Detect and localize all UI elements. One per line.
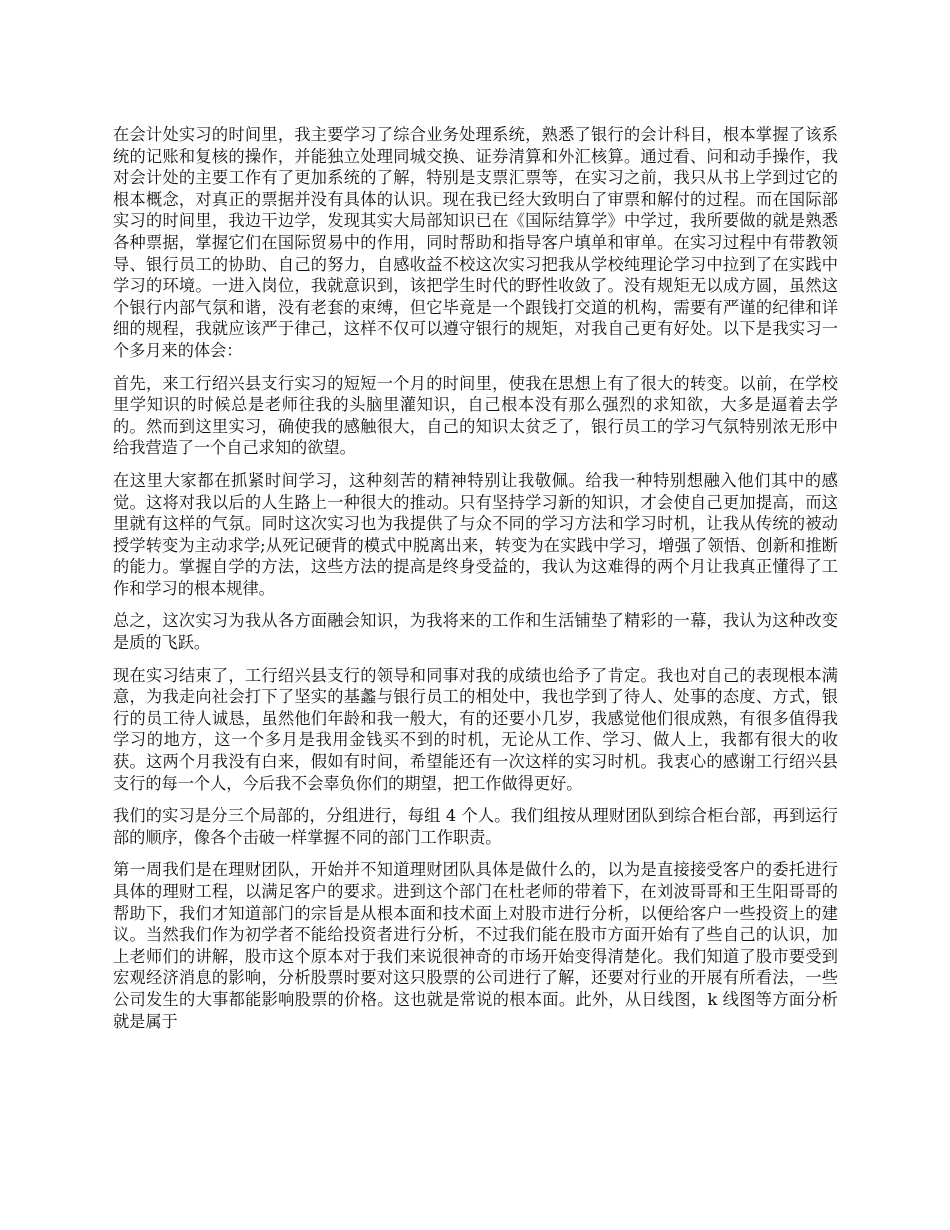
paragraph-7: 第一周我们是在理财团队，开始并不知道理财团队具体是做什么的，以为是直接接受客户的委托进行具体的理财工程，以满足客户的要求。进到这个部门在杜老师的带着下，在刘波哥哥和王生阳哥哥的帮助下，我们才知道部门的宗旨是从根本面和技术面上对股市进行分析，以便给客户一些投资上的建议。当然我们作为初学者不能给投资者进行分析，不过我们能在股市方面开始有了些自己的认识，加上老师们的讲解，股市这个原本对于我们来说很神奇的市场开始变得清楚化。我们知道了股市要受到宏观经济消息的影响，分析股票时要对这只股票的公司进行了解，还要对行业的开展有所看法，一些公司发生的大事都能影响股票的价格。这也就是常说的根本面。此外，从日线图，k 线图等方面分析就是属于 [113,860,838,1031]
paragraph-2: 首先，来工行绍兴县支行实习的短短一个月的时间里，使我在思想上有了很大的转变。以前，在学校里学知识的时候总是老师往我的头脑里灌知识，自己根本没有那么强烈的求知欲，大多是逼着去学的。然而到这里实习，确使我的感触很大，自己的知识太贫乏了，银行员工的学习气氛特别浓无形中给我营造了一个自己求知的欲望。 [113,373,838,458]
document-body [113,124,838,1043]
paragraph-6: 我们的实习是分三个局部的，分组进行，每组 4 个人。我们组按从理财团队到综合柜台部，再到运行部的顺序，像各个击破一样掌握不同的部门工作职责。 [113,806,838,847]
paragraph-5: 现在实习结束了，工行绍兴县支行的领导和同事对我的成绩也给予了肯定。我也对自己的表现根本满意，为我走向社会打下了坚实的基蠡与银行员工的相处中，我也学到了待人、处事的态度、方式，银行的员工待人诚恳，虽然他们年龄和我一般大，有的还要小几岁，我感觉他们很成熟，有很多值得我学习的地方，这一个多月是我用金钱买不到的时机，无论从工作、学习、做人上，我都有很大的收获。这两个月我没有白来，假如有时间，希望能还有一次这样的实习时机。我衷心的感谢工行绍兴县支行的每一个人，今后我不会辜负你们的期望，把工作做得更好。 [113,665,838,793]
paragraph-4: 总之，这次实习为我从各方面融会知识，为我将来的工作和生活铺垫了精彩的一幕，我认为这种改变是质的飞跃。 [113,611,838,653]
paragraph-3: 在这里大家都在抓紧时间学习，这种刻苦的精神特别让我敬佩。给我一种特别想融入他们其中的感觉。这将对我以后的人生路上一种很大的推动。只有坚持学习新的知识，才会使自己更加提高，而这里就有这样的气氛。同时这次实习也为我提供了与众不同的学习方法和学习时机，让我从传统的被动授学转变为主动求学;从死记硬背的模式中脱离出来，转变为在实践中学习，增强了领悟、创新和推断的能力。掌握自学的方法，这些方法的提高是终身受益的，我认为这难得的两个月让我真正懂得了工作和学习的根本规律。 [113,470,838,598]
paragraph-1: 在会计处实习的时间里，我主要学习了综合业务处理系统，熟悉了银行的会计科目，根本掌握了该系统的记账和复核的操作，并能独立处理同城交换、证券清算和外汇核算。通过看、问和动手操作，我对会计处的主要工作有了更加系统的了解，特别是支票汇票等，在实习之前，我只从书上学到过它的根本概念，对真正的票据并没有具体的认识。现在我已经大致明白了审票和解付的过程。而在国际部实习的时间里，我边干边学，发现其实大局部知识已在《国际结算学》中学过，我所要做的就是熟悉各种票据，掌握它们在国际贸易中的作用，同时帮助和指导客户填单和审单。在实习过程中有带教领导、银行员工的协助、自己的努力，自感收益不校这次实习把我从学校纯理论学习中拉到了在实践中学习的环境。一进入岗位，我就意识到，该把学生时代的野性收敛了。没有规矩无以成方圆，虽然这个银行内部气氛和谐，没有老套的束缚，但它毕竟是一个跟钱打交道的机构，需要有严谨的纪律和详细的规程，我就应该严于律己，这样不仅可以遵守银行的规矩，对我自己更有好处。以下是我实习一个多月来的体会： [113,125,838,360]
